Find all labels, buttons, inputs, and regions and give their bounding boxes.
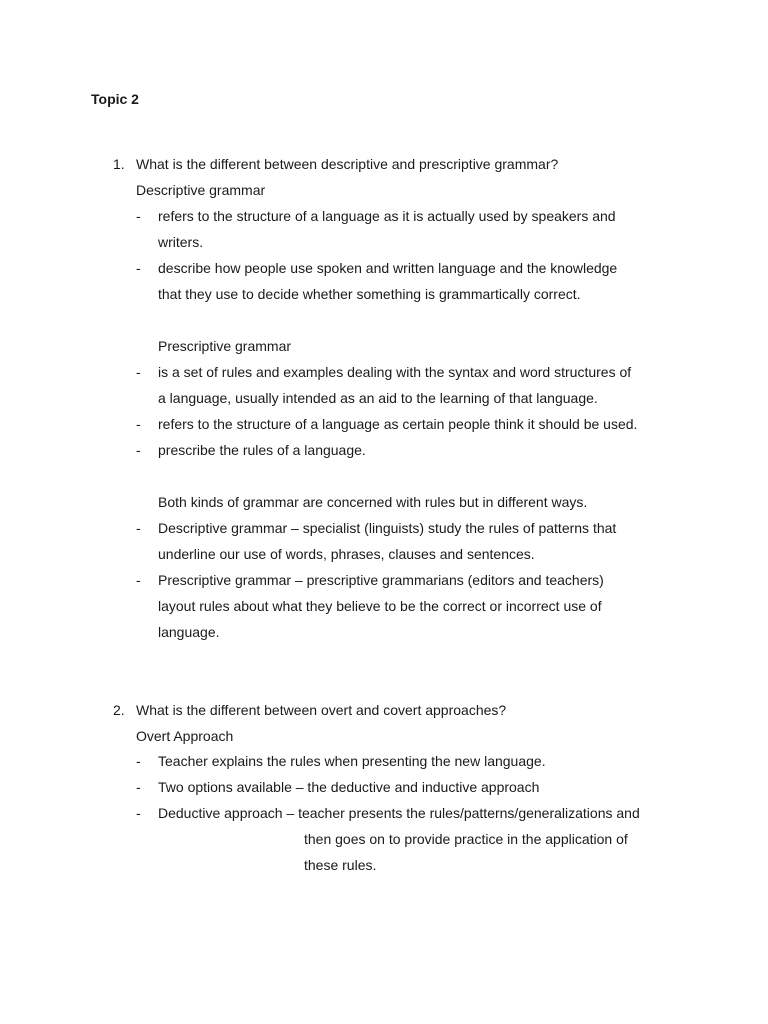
bullet-text: Prescriptive grammar – prescriptive grammarians (editors and teachers) bbox=[158, 572, 604, 588]
bullet-text: refers to the structure of a language as it is actually used by speakers and bbox=[158, 208, 616, 224]
question-text: What is the different between overt and covert approaches? bbox=[136, 702, 507, 718]
question-text: What is the different between descriptive and prescriptive grammar? bbox=[136, 156, 559, 172]
bullet-text: Two options available – the deductive and inductive approach bbox=[158, 779, 540, 795]
section-heading: Descriptive grammar bbox=[136, 182, 266, 198]
bullet-dash: - bbox=[136, 753, 141, 769]
bullet-text: is a set of rules and examples dealing with the syntax and word structures of bbox=[158, 364, 632, 380]
bullet-text: these rules. bbox=[304, 857, 377, 873]
question-number: 1. bbox=[113, 156, 125, 172]
bullet-text: prescribe the rules of a language. bbox=[158, 442, 366, 458]
bullet-dash: - bbox=[136, 572, 141, 588]
bullet-dash: - bbox=[136, 805, 141, 821]
bullet-dash: - bbox=[136, 208, 141, 224]
section-heading: Overt Approach bbox=[136, 728, 234, 744]
paragraph-text: Both kinds of grammar are concerned with rules but in different ways. bbox=[158, 494, 588, 510]
bullet-dash: - bbox=[136, 442, 141, 458]
bullet-text: writers. bbox=[158, 234, 204, 250]
bullet-dash: - bbox=[136, 520, 141, 536]
bullet-text: a language, usually intended as an aid to the learning of that language. bbox=[158, 390, 598, 406]
bullet-dash: - bbox=[136, 260, 141, 276]
bullet-text: refers to the structure of a language as certain people think it should be used. bbox=[158, 416, 638, 432]
section-heading: Prescriptive grammar bbox=[158, 338, 292, 354]
bullet-dash: - bbox=[136, 364, 141, 380]
bullet-text: describe how people use spoken and written language and the knowledge bbox=[158, 260, 618, 276]
bullet-text: Descriptive grammar – specialist (linguists) study the rules of patterns that bbox=[158, 520, 617, 536]
bullet-text: Teacher explains the rules when presenting the new language. bbox=[158, 753, 546, 769]
question-number: 2. bbox=[113, 702, 125, 718]
bullet-text: that they use to decide whether something is grammartically correct. bbox=[158, 286, 581, 302]
bullet-dash: - bbox=[136, 779, 141, 795]
bullet-text: layout rules about what they believe to be the correct or incorrect use of bbox=[158, 598, 602, 614]
page-title: Topic 2 bbox=[91, 91, 139, 107]
bullet-text: underline our use of words, phrases, clauses and sentences. bbox=[158, 546, 535, 562]
bullet-text: Deductive approach – teacher presents the rules/patterns/generalizations and bbox=[158, 805, 640, 821]
bullet-dash: - bbox=[136, 416, 141, 432]
bullet-text: then goes on to provide practice in the application of bbox=[304, 831, 628, 847]
bullet-text: language. bbox=[158, 624, 220, 640]
